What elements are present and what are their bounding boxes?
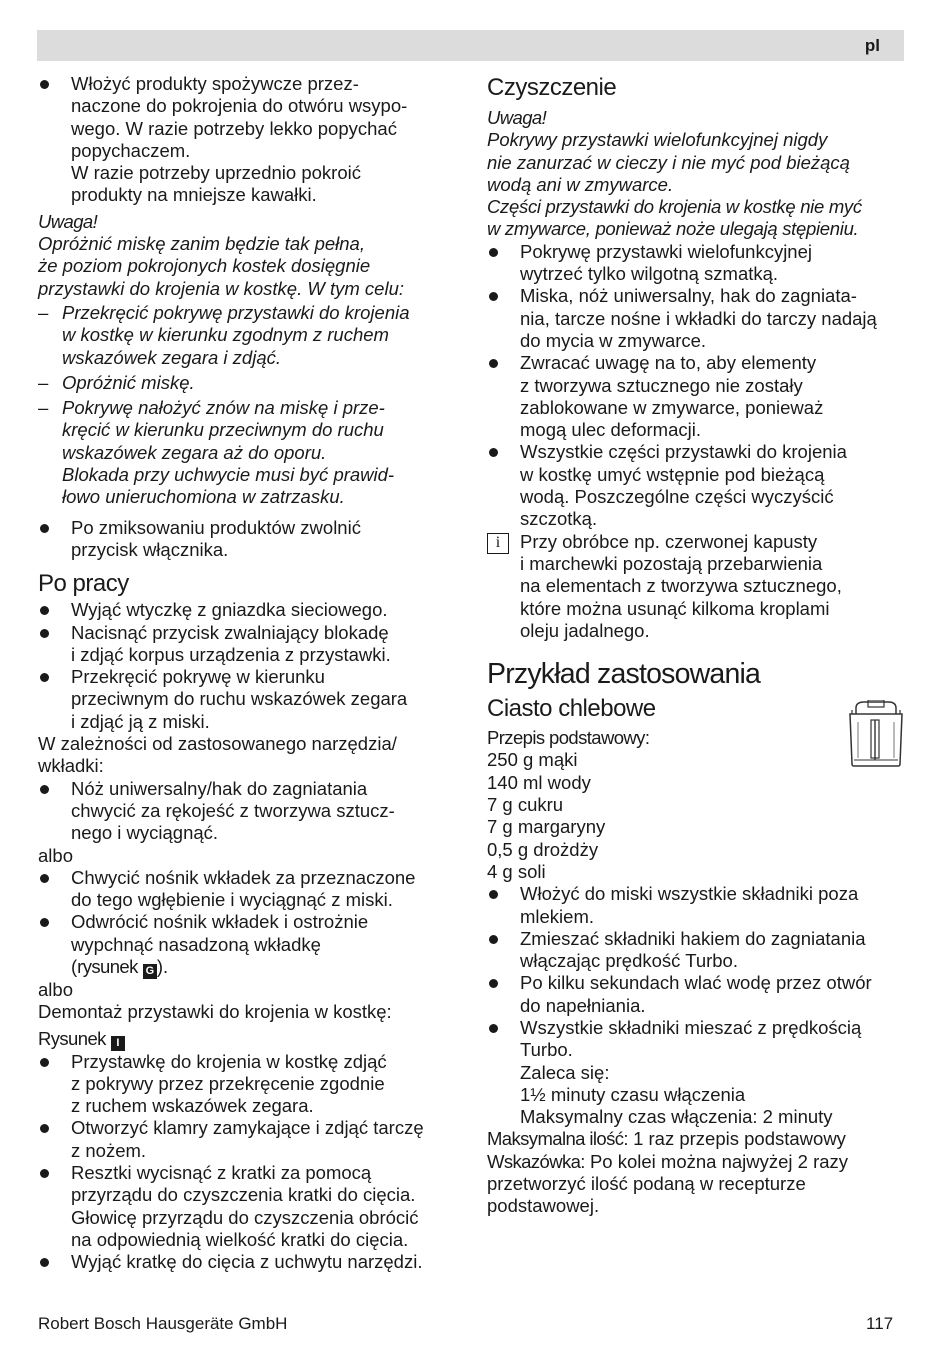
- bullet-icon: [40, 918, 49, 927]
- bullet-icon: [40, 874, 49, 883]
- warning-text: Opróżnić miskę zanim będzie tak pełna, że poziom pokrojonych kostek dosięgnie przystawki do krojenia w kostkę. W tym celu:: [38, 233, 404, 299]
- section-heading: Po pracy: [38, 570, 129, 598]
- list-item: Przystawkę do krojenia w kostkę zdjąć z pokrywy przez przekręcenie zgodnie z ruchem wskazówek zegara.: [38, 1051, 463, 1118]
- list-item: Wszystkie części przystawki do krojenia w kostkę umyć wstępnie pod bieżącą wodą. Poszczególne części wyczyścić szczotką.: [487, 441, 907, 530]
- chapter-heading: Przykład zastosowania: [487, 658, 761, 691]
- list-item: Wszystkie składniki mieszać z prędkością Turbo. Zaleca się: 1½ minuty czasu włączenia Maksymalny czas włączenia: 2 minuty: [487, 1017, 907, 1128]
- warning-label: Uwaga!: [38, 210, 98, 232]
- bullet-icon: [40, 1258, 49, 1267]
- dash-item: – Przekręcić pokrywę przystawki do krojenia w kostkę w kierunku zgodnym z ruchem wskazówek zegara i zdjąć.: [38, 301, 410, 368]
- list-item: Po kilku sekundach wlać wodę przez otwór do napełniania.: [487, 972, 907, 1017]
- page-number: 117: [866, 1314, 894, 1333]
- ingredient: 7 g margaryny: [487, 816, 606, 838]
- list-item: Miska, nóż uniwersalny, hak do zagniata- nia, tarcze nośne i wkładki do tarczy nadają do mycia w zmywarce.: [487, 285, 907, 352]
- dicer-attachment-icon: [848, 700, 904, 768]
- info-note: i Przy obróbce np. czerwonej kapusty i marchewki pozostają przebarwienia na elementach z tworzywa sztucznego, które można usunąć kilkoma kroplami oleju jadalnego.: [487, 531, 907, 642]
- ingredients-list: [487, 749, 907, 883]
- list-item: Zwracać uwagę na to, aby elementy z tworzywa sztucznego nie zostały zablokowane w zmywarce, ponieważ mogą ulec deformacji.: [487, 352, 907, 441]
- right-column: [487, 73, 907, 1218]
- list-item: Włożyć do miski wszystkie składniki poza mlekiem.: [487, 883, 907, 928]
- list-item: Nóż uniwersalny/hak do zagniatania chwycić za rękojeść z tworzywa sztucz- nego i wyciągnąć.: [38, 778, 463, 845]
- bullet-icon: [489, 979, 498, 988]
- bullet-icon: [40, 785, 49, 794]
- left-column: [38, 73, 463, 1274]
- list-item: Odwrócić nośnik wkładek i ostrożnie wypchnąć nasadzoną wkładkę (rysunek G ).: [38, 911, 463, 979]
- bullet-icon: [40, 1058, 49, 1067]
- recipe-label: Przepis podstawowy:: [487, 727, 650, 749]
- list-item: Nacisnąć przycisk zwalniający blokadę i zdjąć korpus urządzenia z przystawki.: [38, 622, 463, 667]
- list-item: Po zmiksowaniu produktów zwolnić przycisk włącznika.: [38, 517, 463, 562]
- figure-letter-badge: G: [143, 964, 157, 979]
- ingredient: 4 g soli: [487, 860, 546, 882]
- list-item: Otworzyć klamry zamykające i zdjąć tarczę z nożem.: [38, 1117, 463, 1162]
- max-quantity-note: Maksymalna ilość: 1 raz przepis podstawowy: [487, 1128, 846, 1150]
- list-item: Wyjąć kratkę do cięcia z uchwytu narzędzi.: [38, 1251, 463, 1273]
- bullet-icon: [489, 359, 498, 368]
- ingredient: 0,5 g drożdży: [487, 838, 599, 860]
- info-icon: i: [487, 533, 509, 554]
- footer-company: Robert Bosch Hausgeräte GmbH: [38, 1314, 288, 1333]
- list-item: Przekręcić pokrywę w kierunku przeciwnym do ruchu wskazówek zegara i zdjąć ją z miski.: [38, 666, 463, 733]
- bullet-icon: [40, 629, 49, 638]
- warning-text: Części przystawki do krojenia w kostkę nie myć w zmywarce, ponieważ noże ulegają stępieniu.: [487, 196, 862, 240]
- dash-item: – Opróżnić miskę.: [38, 371, 195, 393]
- hint-note: Wskazówka: Po kolei można najwyżej 2 razy przetworzyć ilość podaną w recepturze podstawowej.: [487, 1150, 849, 1217]
- list-item: Włożyć produkty spożywcze przez- naczone do pokrojenia do otwóru wsypo- wego. W razie potrzeby lekko popychać popychaczem. W razie potrzeby uprzednio pokroić produkty na mniejsze kawałki.: [38, 73, 463, 207]
- bullet-icon: [489, 248, 498, 257]
- warning-label: Uwaga!: [487, 107, 547, 128]
- bullet-icon: [489, 890, 498, 899]
- bullet-icon: [40, 673, 49, 682]
- paragraph: albo: [38, 844, 73, 866]
- warning-text: Pokrywy przystawki wielofunkcyjnej nigdy nie zanurzać w cieczy i nie myć pod bieżącą wodą ani w zmywarce.: [487, 129, 850, 195]
- dash-item: – Pokrywę nałożyć znów na miskę i prze- kręcić w kierunku przeciwnym do ruchu wskazówek zegara aż do oporu. Blokada przy uchwycie musi być prawid- łowo unieruchomiona w zatrzasku.: [38, 397, 395, 508]
- list-item: Wyjąć wtyczkę z gniazdka sieciowego.: [38, 599, 463, 621]
- list-item: Zmieszać składniki hakiem do zagniatania włączając prędkość Turbo.: [487, 928, 907, 973]
- ingredient: 250 g mąki: [487, 749, 578, 771]
- bullet-icon: [489, 292, 498, 301]
- bullet-icon: [489, 1024, 498, 1033]
- bullet-icon: [40, 1169, 49, 1178]
- figure-letter-badge: I: [111, 1036, 125, 1051]
- bullet-icon: [489, 448, 498, 457]
- list-item: Resztki wycisnąć z kratki za pomocą przyrządu do czyszczenia kratki do cięcia. Głowicę przyrządu do czyszczenia obrócić na odpowiednią wielkość kratki do cięcia.: [38, 1162, 463, 1251]
- bullet-icon: [40, 606, 49, 615]
- paragraph: albo: [38, 978, 73, 1000]
- paragraph: Demontaż przystawki do krojenia w kostkę:: [38, 1001, 392, 1023]
- bullet-icon: [40, 524, 49, 533]
- figure-reference: rysunek: [77, 955, 138, 977]
- ingredient: 7 g cukru: [487, 794, 564, 816]
- ingredient: 140 ml wody: [487, 771, 591, 793]
- list-item: Chwycić nośnik wkładek za przeznaczone do tego wgłębienie i wyciągnąć z miski.: [38, 867, 463, 912]
- paragraph: W zależności od zastosowanego narzędzia/ wkładki:: [38, 733, 397, 777]
- bullet-icon: [40, 80, 49, 89]
- recipe-title: Ciasto chlebowe: [487, 695, 656, 723]
- list-item: Pokrywę przystawki wielofunkcyjnej wytrzeć tylko wilgotną szmatką.: [487, 241, 907, 286]
- bullet-icon: [40, 1124, 49, 1133]
- section-heading: Czyszczenie: [487, 74, 617, 101]
- figure-heading: Rysunek I: [38, 1028, 463, 1051]
- bullet-icon: [489, 935, 498, 944]
- header-bar: [37, 30, 904, 61]
- language-code: pl: [864, 36, 880, 55]
